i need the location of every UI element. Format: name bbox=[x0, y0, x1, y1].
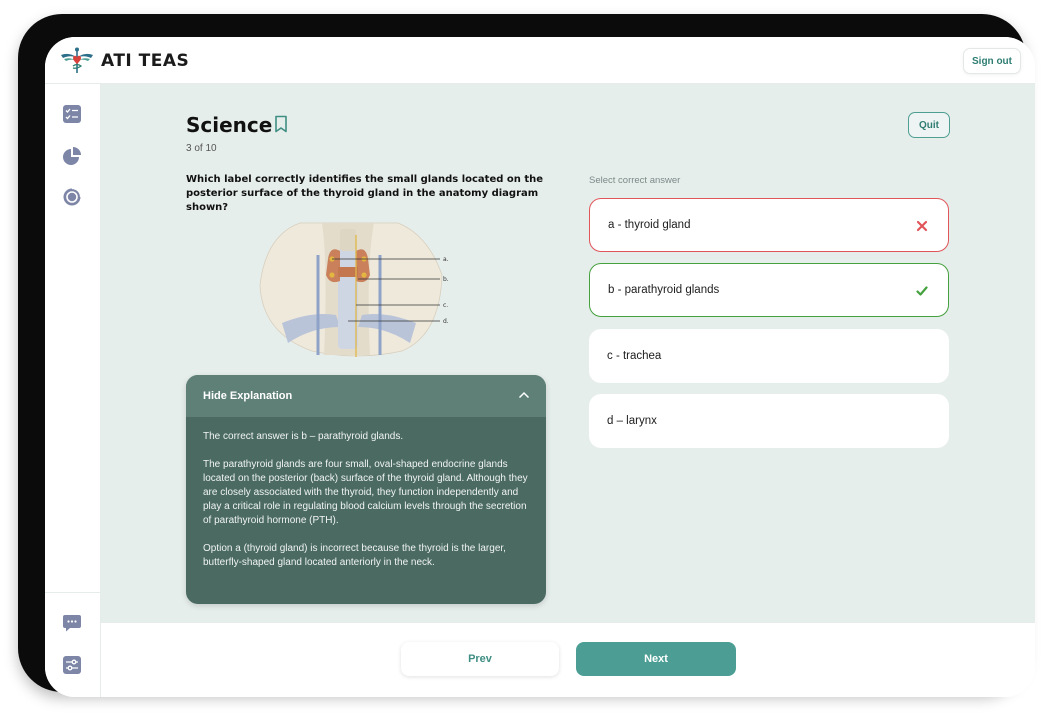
answer-option-label: c - trachea bbox=[607, 350, 662, 362]
explanation-panel bbox=[186, 375, 546, 604]
question-progress: 3 of 10 bbox=[186, 143, 217, 154]
answer-option-label: b - parathyroid glands bbox=[608, 284, 720, 296]
select-answer-label: Select correct answer bbox=[589, 175, 681, 186]
answer-option-a[interactable] bbox=[589, 198, 949, 252]
answer-option-d[interactable] bbox=[589, 394, 949, 448]
diagram-label-a: a. bbox=[443, 256, 449, 263]
answer-option-label: d – larynx bbox=[607, 415, 657, 427]
explanation-paragraph: Option a (thyroid gland) is incorrect because the thyroid is the larger, butterfly-shaped gland located anteriorly in the neck. bbox=[203, 543, 506, 568]
progress-ring-icon[interactable] bbox=[62, 187, 82, 207]
next-button[interactable]: Next bbox=[576, 642, 736, 676]
bookmark-icon[interactable] bbox=[273, 115, 289, 133]
sidebar-divider bbox=[45, 592, 100, 593]
chevron-up-icon bbox=[518, 390, 530, 400]
explanation-toggle-label: Hide Explanation bbox=[203, 390, 293, 402]
diagram-label-d: d. bbox=[443, 318, 449, 325]
page-title: Science bbox=[186, 113, 273, 137]
answer-option-label: a - thyroid gland bbox=[608, 219, 691, 231]
answer-option-c[interactable] bbox=[589, 329, 949, 383]
explanation-body bbox=[203, 430, 533, 584]
correct-check-icon bbox=[916, 285, 928, 297]
hide-explanation-toggle[interactable] bbox=[186, 375, 546, 417]
settings-sliders-icon[interactable] bbox=[62, 655, 82, 675]
answer-option-b[interactable] bbox=[589, 263, 949, 317]
sidebar bbox=[45, 84, 101, 697]
top-header bbox=[45, 37, 1035, 84]
explanation-paragraph: The correct answer is b – parathyroid glands. bbox=[203, 431, 404, 442]
explanation-paragraph: The parathyroid glands are four small, oval-shaped endocrine glands located on the posterior (back) surface of the thyroid gland. Although they are closely associated with the thyroid, they function independently and play a critical role in regulating blood calcium levels through the secretion of parathyroid hormone (PTH). bbox=[203, 459, 528, 526]
footer-bar bbox=[101, 623, 1035, 697]
quit-button[interactable]: Quit bbox=[908, 112, 950, 138]
thyroid-anatomy-diagram bbox=[252, 215, 462, 357]
sign-out-button[interactable]: Sign out bbox=[963, 48, 1021, 74]
chat-icon[interactable] bbox=[62, 613, 82, 633]
checklist-icon[interactable] bbox=[62, 104, 82, 124]
prev-button[interactable]: Prev bbox=[401, 642, 559, 676]
diagram-label-b: b. bbox=[443, 276, 449, 283]
tablet-frame bbox=[18, 14, 1026, 692]
app-brand: ATI TEAS bbox=[101, 51, 190, 71]
incorrect-x-icon bbox=[916, 220, 928, 232]
pie-chart-icon[interactable] bbox=[62, 146, 82, 166]
diagram-label-c: c. bbox=[443, 302, 449, 309]
app-screen bbox=[45, 37, 1035, 697]
question-text: Which label correctly identifies the small glands located on the posterior surface of the thyroid gland in the anatomy diagram shown? bbox=[186, 174, 544, 213]
caduceus-logo-icon bbox=[59, 46, 95, 74]
